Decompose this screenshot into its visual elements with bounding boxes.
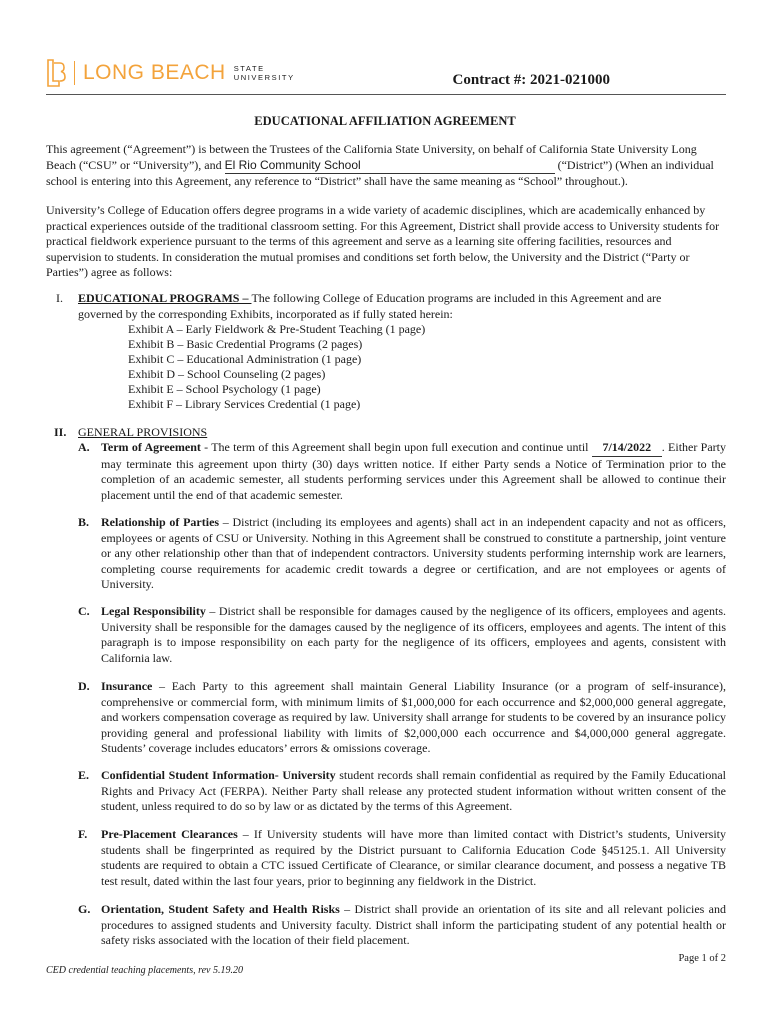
document-title: EDUCATIONAL AFFILIATION AGREEMENT: [254, 114, 516, 128]
lb-monogram-icon: [46, 59, 66, 87]
logo-divider: [74, 61, 75, 85]
exhibit-item: Exhibit A – Early Fieldwork & Pre-Student Teaching (1 page): [128, 322, 426, 336]
provision-orientation: G. Orientation, Student Safety and Health Risks – District shall provide an orientation of its site and all relevant policies and procedures to assigned students and University faculty. District shall inform the participating student of any potential health or safety risks associated with the location of their field placement.: [78, 902, 726, 947]
exhibit-item: Exhibit C – Educational Administration (1 page): [128, 352, 362, 366]
provision-pre-placement: F. Pre-Placement Clearances – If University students will have more than limited contact with District’s students, University students shall be fingerprinted as required by the District pursuant to California Education Code §45125.1. All University students are required to obtain a CTC issued Certificate of Clearance, or similar clearance document, and possess a negative TB test result, dated within the last four years, prior to beginning any fieldwork in the District.: [78, 827, 727, 888]
page-number: Page 1 of 2: [678, 953, 726, 964]
intro-paragraph: This agreement (“Agreement”) is between the Trustees of the California State University, on behalf of California State University Long Beach (“CSU” or “University”), and El Rio Community School (“District”) (When an individual school is entering into this Agreement, any reference to “District” shall have the same meaning as “School” throughout.).: [46, 142, 714, 188]
exhibit-item: Exhibit B – Basic Credential Programs (2 pages): [128, 337, 363, 351]
section-general-provisions: II. GENERAL PROVISIONS: [54, 425, 208, 439]
district-name-field[interactable]: El Rio Community School: [225, 158, 555, 175]
section1-heading: EDUCATIONAL PROGRAMS –: [78, 291, 252, 305]
contract-number: Contract #: 2021-021000: [452, 72, 610, 88]
provision-insurance: D. Insurance – Each Party to this agreement shall maintain General Liability Insurance (or a program of self-insurance), comprehensive or commercial form, with minimum limits of $1,000,000 for each occurrence and $2,000,000 general aggregate, and workers compensation coverage as required by law. University shall arrange for students to be covered by an insurance policy providing general and professional liability with limits of $2,000,000 each occurrence and $4,000,000 general aggregate. Students’ coverage includes educators’ errors & omissions coverage.: [78, 679, 727, 755]
university-logo: [46, 57, 295, 89]
provision-relationship: B. Relationship of Parties – District (including its employees and agents) shall act in an independent capacity and not as officers, employees or agents of CSU or University. Nothing in this Agreement shall be construed to constitute a partnership, joint venture or any other relationship other than that of independent contractors. University students performing internship work are learners, completing course requirements for academic credit towards a degree or certification, and are not employees or agents of University.: [78, 515, 726, 591]
purpose-paragraph: University’s College of Education offers degree programs in a wide variety of academic disciplines, which are academically enhanced by practical experiences outside of the traditional classroom setting. For this Agreement, District shall provide access to University students for practical fieldwork experience pursuant to the terms of this agreement and serve as a learning site offering facilities, resources and supervision to students. In consideration the mutual promises and conditions set forth below, the University and the District (“Party or Parties”) agree as follows:: [46, 203, 720, 279]
logo-state-university: STATE UNIVERSITY: [233, 64, 295, 82]
provision-term: A. Term of Agreement - The term of this Agreement shall begin upon full execution and continue until 7/14/2022 . Either Party may terminate this agreement upon thirty (30) days written notice. If either Party sends a Notice of Termination prior to the completion of an academic semester, all students performing services under this Agreement shall be allowed to continue their placement until the end of that academic semester.: [78, 440, 726, 502]
exhibit-item: Exhibit F – Library Services Credential (1 page): [128, 397, 361, 411]
exhibit-item: Exhibit D – School Counseling (2 pages): [128, 367, 326, 381]
section-educational-programs: I. EDUCATIONAL PROGRAMS – The following College of Education programs are included in this Agreement and are governed by the corresponding Exhibits, incorporated as if fully stated herein:: [56, 291, 662, 321]
provision-legal-responsibility: C. Legal Responsibility – District shall be responsible for damages caused by the negligence of its officers, employees and agents. University shall be responsible for the damages caused by the negligence of its officers, employees and agents. The intent of this paragraph is to impose responsibility on each party for the negligence of its officers, employees and agents, consistent with California law.: [78, 604, 726, 665]
exhibit-item: Exhibit E – School Psychology (1 page): [128, 382, 321, 396]
header-rule: [46, 94, 726, 95]
logo-name: LONG BEACH: [83, 61, 226, 84]
term-end-date-field[interactable]: 7/14/2022: [592, 440, 662, 457]
provision-confidential-info: E. Confidential Student Information- University student records shall remain confidential as required by the Family Educational Rights and Privacy Act (FERPA). Neither Party shall release any protected student information without written consent of the student, unless required to do so by law or as dictated by the terms of this Agreement.: [78, 768, 727, 813]
revision-note: CED credential teaching placements, rev 5.19.20: [46, 965, 243, 976]
section2-heading: GENERAL PROVISIONS: [78, 425, 208, 439]
